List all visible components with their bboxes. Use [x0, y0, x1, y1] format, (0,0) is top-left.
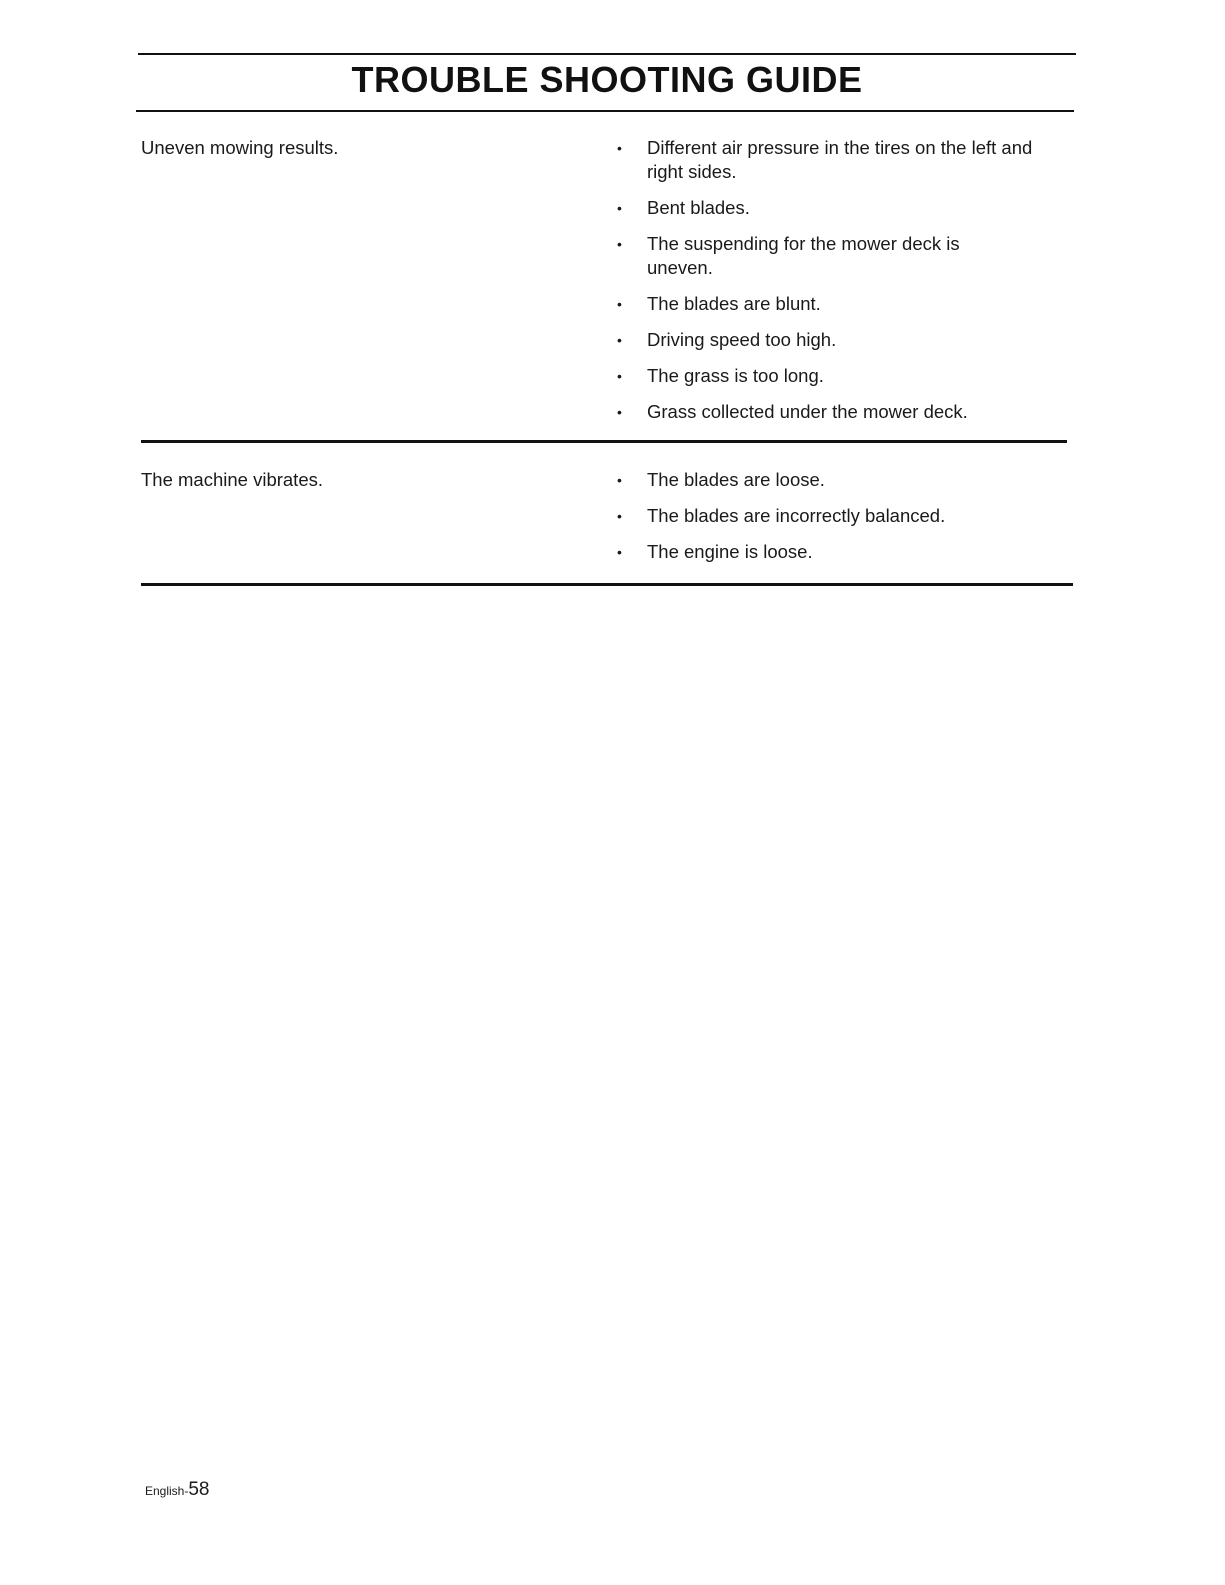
cause-item: [617, 540, 1067, 564]
bullet-icon: •: [617, 140, 622, 156]
cause-item: [617, 196, 1067, 220]
bullet-icon: •: [617, 508, 622, 524]
cause-text: The blades are blunt.: [647, 293, 821, 314]
problem-text: Uneven mowing results.: [141, 137, 339, 158]
bullet-icon: •: [617, 544, 622, 560]
cause-text: Grass collected under the mower deck.: [647, 401, 968, 422]
cause-item: [617, 136, 1067, 184]
cause-text: The blades are incorrectly balanced.: [647, 505, 946, 526]
trouble-row-machine-vibrates: [141, 468, 1071, 578]
cause-list: [617, 136, 1067, 436]
cause-item: [617, 468, 1067, 492]
bullet-icon: •: [617, 296, 622, 312]
cause-item: [617, 292, 1067, 316]
title-bottom-rule: [136, 110, 1074, 112]
bullet-icon: •: [617, 200, 622, 216]
cause-text: Bent blades.: [647, 197, 750, 218]
problem-text: The machine vibrates.: [141, 469, 324, 490]
title-top-rule: [138, 53, 1076, 55]
cause-text: The engine is loose.: [647, 541, 813, 562]
cause-item: [617, 364, 1067, 388]
bullet-icon: •: [617, 368, 622, 384]
page-number: 58: [188, 1479, 210, 1500]
cause-item: [617, 504, 1067, 528]
cause-text: The grass is too long.: [647, 365, 824, 386]
cause-item: [617, 232, 987, 280]
page-footer: [145, 1476, 210, 1505]
table-bottom-rule: [141, 583, 1073, 586]
bullet-icon: •: [617, 404, 622, 420]
bullet-icon: •: [617, 472, 622, 488]
trouble-row-uneven-mowing: [141, 136, 1071, 426]
page-title: TROUBLE SHOOTING GUIDE: [351, 59, 863, 100]
cause-text: Driving speed too high.: [647, 329, 837, 350]
bullet-icon: •: [617, 332, 622, 348]
row-divider: [141, 440, 1067, 443]
cause-item: [617, 400, 1067, 424]
bullet-icon: •: [617, 236, 622, 252]
cause-text: Different air pressure in the tires on the left and right sides.: [647, 137, 1033, 182]
cause-text: The suspending for the mower deck is uneven.: [647, 233, 960, 278]
cause-text: The blades are loose.: [647, 469, 825, 490]
cause-list: [617, 468, 1067, 576]
footer-language: English-: [145, 1484, 189, 1498]
cause-item: [617, 328, 1067, 352]
